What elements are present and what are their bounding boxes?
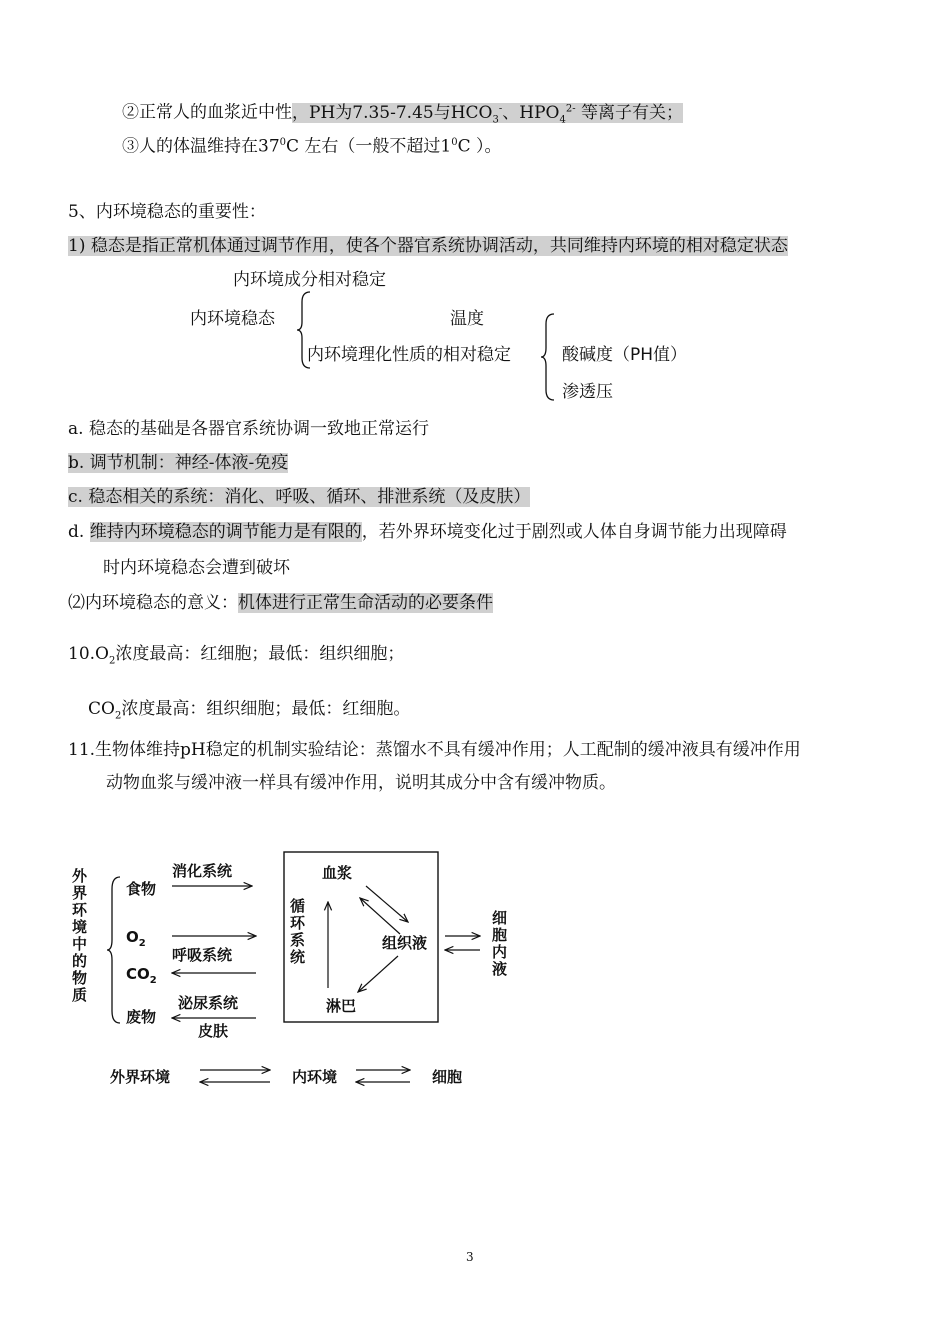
tree-leaf2: 酸碱度（PH值） [562,345,688,365]
text: C ）。 [457,136,502,157]
item-c [68,485,530,509]
text: 10.O [68,644,109,664]
text: ，若外界环境变化过于剧烈或人体自身调节能力出现障碍 [361,522,787,542]
line-plasma-ph [122,97,683,132]
text: 浓度最高：组织细胞；最低：红细胞。 [121,699,411,719]
text: CO [126,965,150,983]
text: d. [68,522,90,542]
text: O [126,928,139,946]
item11-line1: 11.生物体维持pH稳定的机制实验结论：蒸馏水不具有缓冲作用；人工配制的缓冲液具有缓冲作用 [68,740,801,760]
text: 、HPO [502,102,560,123]
line-body-temp [122,131,502,159]
sup: 0 [279,137,287,148]
lymph-label: 淋巴 [326,997,357,1015]
tree-branch1: 内环境成分相对稳定 [233,270,386,290]
tree-leaf1: 温度 [450,309,484,329]
sub: 4 [559,114,566,126]
text: 消化、呼吸、循环、排泄系统（及皮肤） [224,487,531,507]
respiratory-label: 呼吸系统 [172,946,233,964]
bottom-cell-label: 细胞 [432,1068,463,1086]
item-b [68,451,288,475]
brace-left-icon [296,290,312,370]
bottom-external-label: 外界环境 [110,1068,171,1086]
sub: 3 [492,114,499,126]
tissue-fluid-label: 组织液 [382,934,428,952]
diagram-arrows-icon [60,840,500,1100]
item11-line2: 动物血浆与缓冲液一样具有缓冲作用，说明其成分中含有缓冲物质。 [106,773,616,793]
text: 维持内环境稳态的调节能力是有限的 [89,522,362,542]
section5-item1 [68,234,788,258]
digestive-label: 消化系统 [172,862,233,880]
food-label: 食物 [126,880,157,898]
highlight-ph [292,102,683,126]
tree-leaf3: 渗透压 [562,382,613,402]
text: C 左右（一般不超过1 [286,136,452,157]
urinary-label: 泌尿系统 [178,994,239,1012]
skin-label: 皮肤 [198,1022,229,1040]
exchange-diagram [60,840,508,1100]
text: 等离子有关； [575,102,683,123]
item10-line1 [68,642,404,673]
text: 机体进行正常生命活动的必要条件 [238,593,493,613]
text: ⑵内环境稳态的意义： [68,593,238,613]
sup: 2- [565,103,576,114]
tree-root: 内环境稳态 [190,309,275,329]
item-d [68,520,787,544]
text: 1) 稳态是指正常机体通过调节作用，使各个器官系统协调活动，共同维持内环境的相对稳定状态 [68,236,788,256]
circulatory-label: 循环系统 [288,898,306,966]
outside-substances-label: 外界环境中的物质 [70,868,88,1004]
sup: - [498,103,503,114]
sub: 2 [138,938,146,949]
section5-heading: 5、内环境稳态的重要性： [68,202,266,222]
text: CO [88,699,115,719]
text: 浓度最高：红细胞；最低：组织细胞； [115,644,405,664]
brace-right-icon [540,312,556,402]
item-2 [68,591,493,615]
page-number: 3 [466,1250,474,1264]
text: b. 调节机制： [68,453,175,473]
item-a: a. 稳态的基础是各器官系统协调一致地正常运行 [68,419,429,439]
text: ，PH为7.35-7.45与HCO [292,102,493,123]
sup: 0 [451,137,458,148]
item10-line2 [88,697,410,728]
waste-label: 废物 [126,1008,157,1026]
intracellular-fluid-label: 细胞内液 [490,910,508,978]
sub: 2 [114,710,122,722]
item-d-line2: 时内环境稳态会遭到破坏 [103,558,290,578]
sub: 2 [149,975,157,986]
text: ②正常人的血浆近中性 [122,102,292,123]
text: ③人的体温维持在37 [122,136,280,157]
plasma-label: 血浆 [322,864,353,882]
bottom-internal-label: 内环境 [292,1068,338,1086]
tree-branch2: 内环境理化性质的相对稳定 [307,345,511,365]
sub: 2 [108,655,116,667]
text: 神经-体液-免疫 [174,453,289,473]
text: c. 稳态相关的系统： [68,487,225,507]
